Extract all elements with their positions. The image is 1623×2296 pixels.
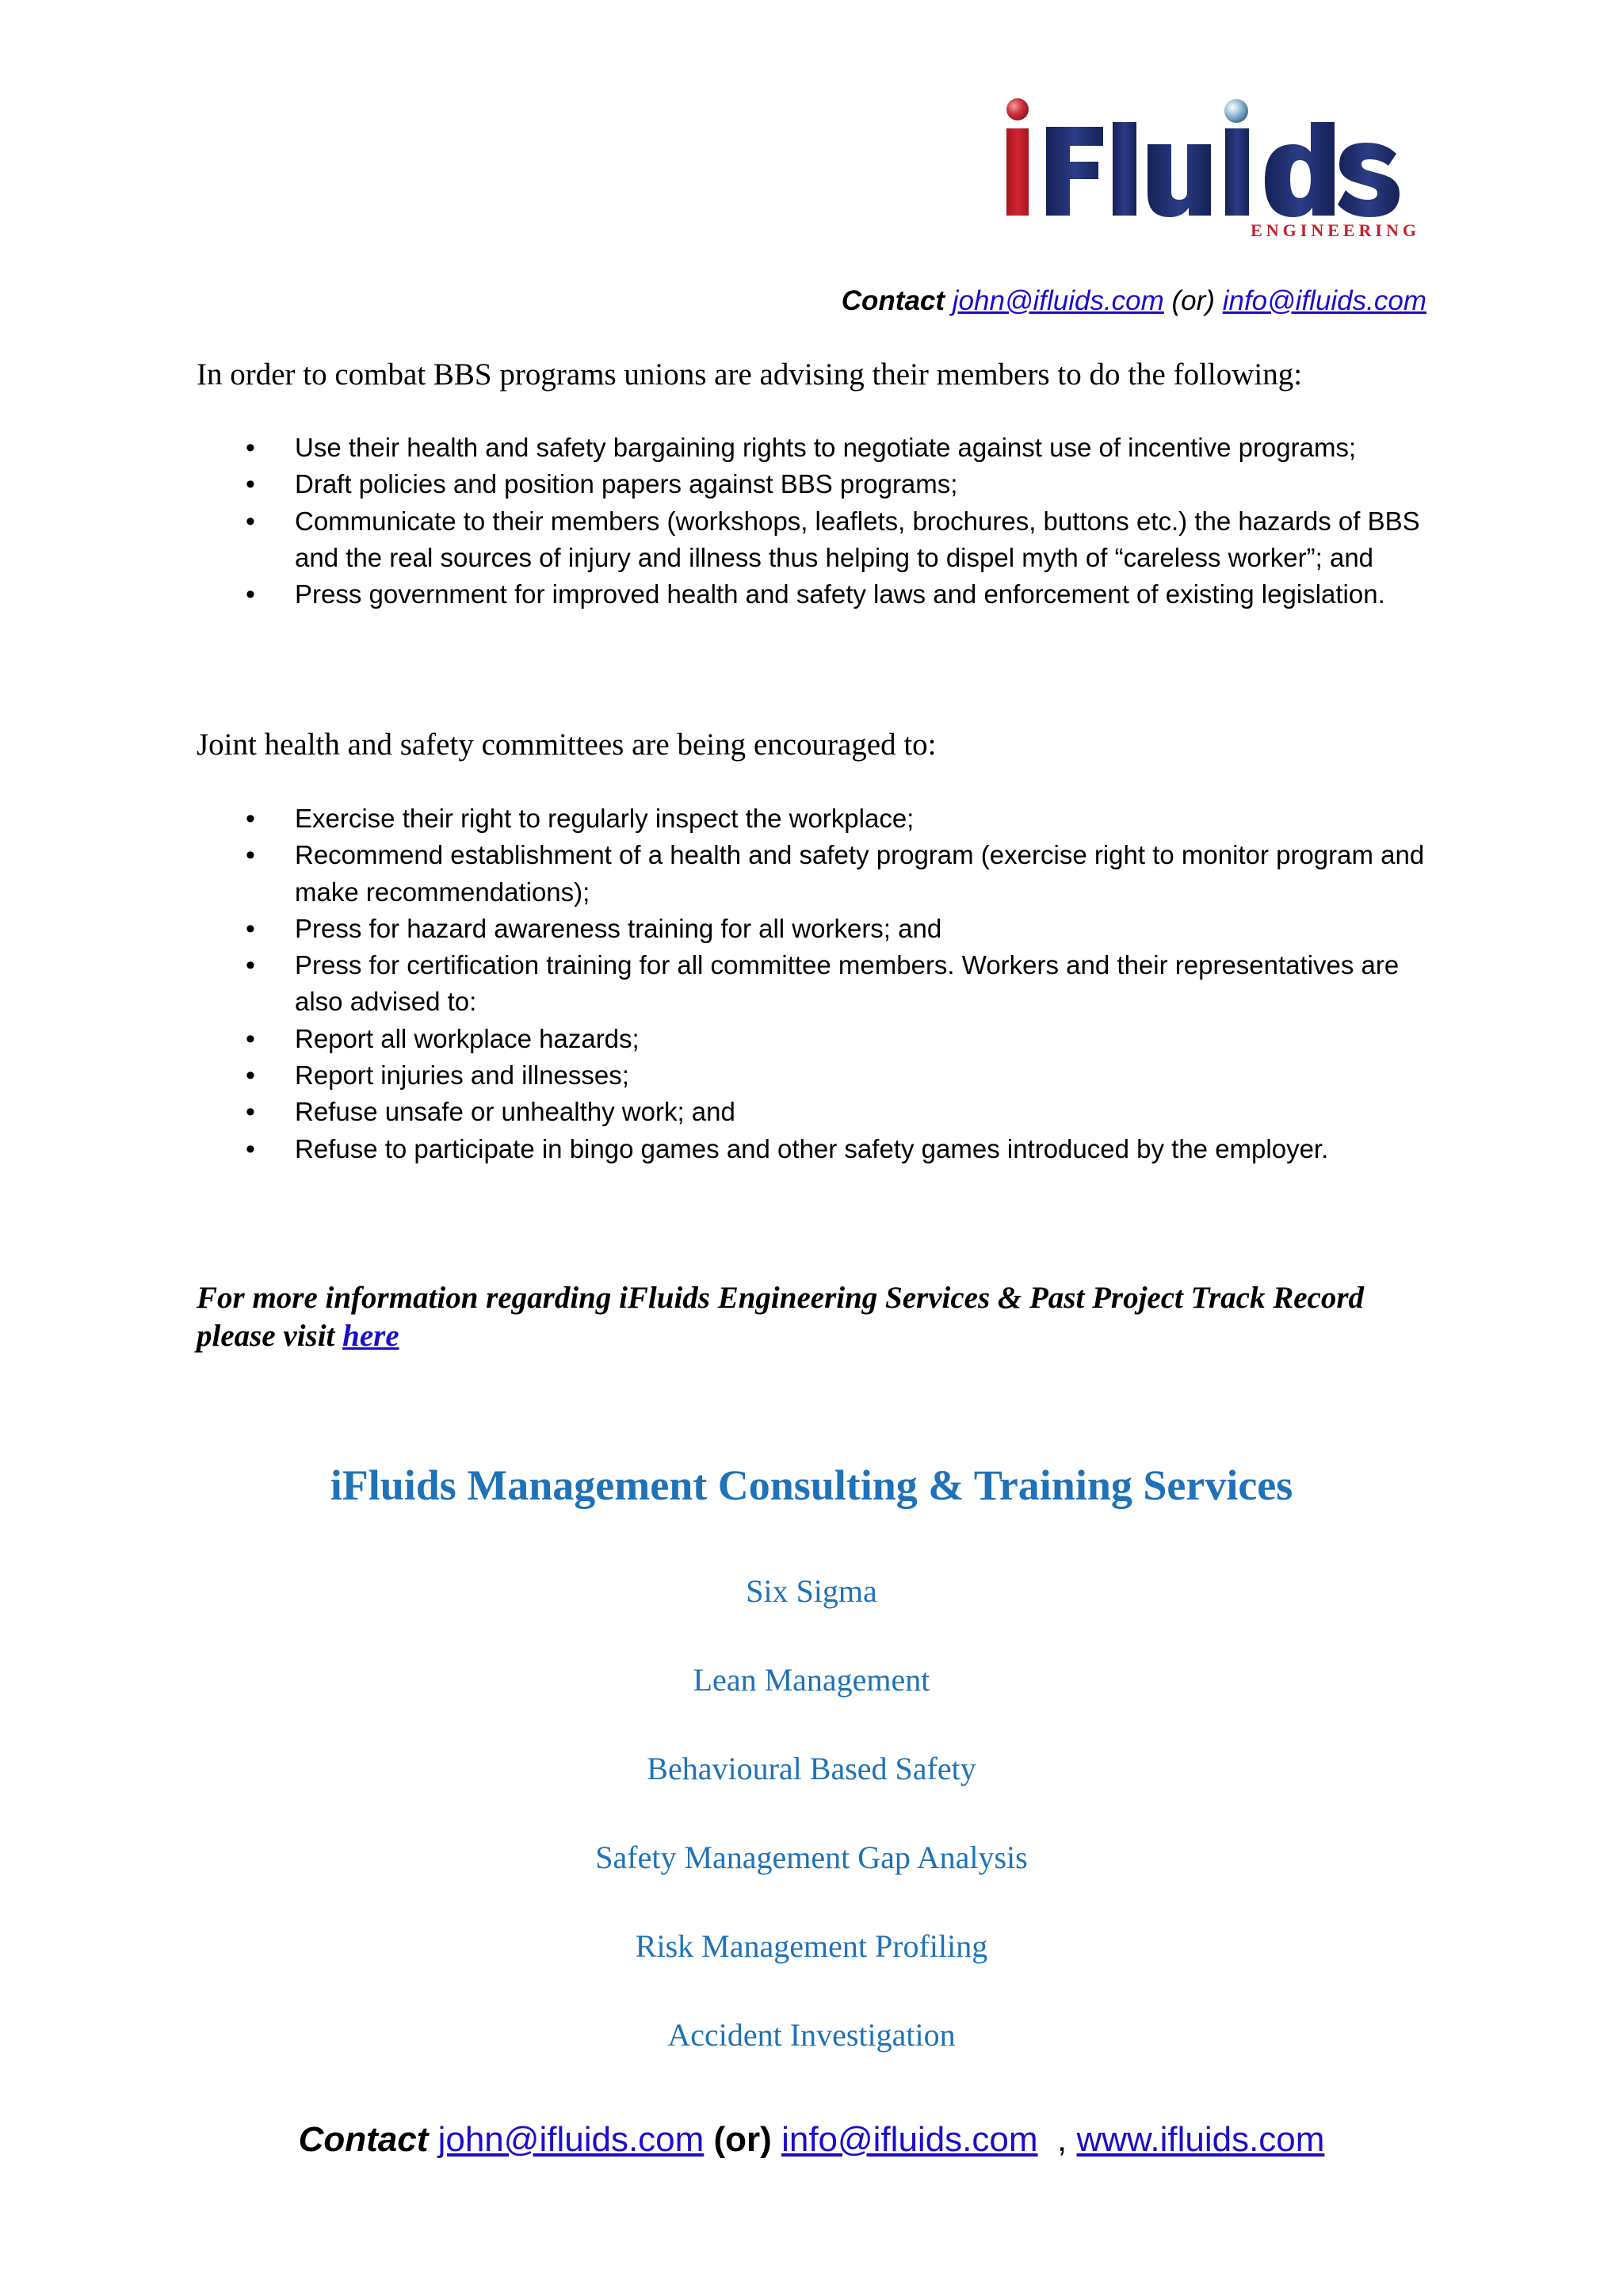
service-item: Six Sigma <box>746 1573 877 1609</box>
contact-line-bottom <box>0 2116 1623 2164</box>
service-item: Risk Management Profiling <box>635 1928 988 1964</box>
list-item: • Refuse to participate in bingo games and other safety games introduced by the employer. <box>197 1131 1449 1167</box>
section1-intro: In order to combat BBS programs unions are advising their members to do the following: <box>197 357 1303 392</box>
service-item: Safety Management Gap Analysis <box>595 1839 1028 1875</box>
list-item: • Exercise their right to regularly inspect the workplace; <box>197 800 1449 837</box>
contact-label: Contact <box>841 285 945 316</box>
ifluids-logo <box>1000 95 1428 246</box>
list-item: • Refuse unsafe or unhealthy work; and <box>197 1094 1449 1130</box>
list-item: • Communicate to their members (workshops, leaflets, brochures, buttons etc.) the hazards of BBS and the real sources of injury and illness thus helping to dispel myth of “careless worker”; and <box>197 503 1449 577</box>
service-item: Behavioural Based Safety <box>647 1751 976 1786</box>
email-link-info[interactable]: info@ifluids.com <box>1222 285 1426 316</box>
service-item: Lean Management <box>693 1662 930 1698</box>
service-item: Accident Investigation <box>667 2017 956 2053</box>
contact-separator: (or) <box>713 2120 772 2159</box>
services-title: iFluids Management Consulting & Training Services <box>330 1461 1293 1509</box>
contact-separator: (or) <box>1171 285 1215 316</box>
list-item: • Report all workplace hazards; <box>197 1021 1449 1057</box>
list-item: • Press for certification training for all committee members. Workers and their representatives are also advised to: <box>197 947 1449 1021</box>
list-item: • Press government for improved health and safety laws and enforcement of existing legislation. <box>197 576 1449 613</box>
logo-subtitle: ENGINEERING <box>1251 220 1420 240</box>
list-item: • Recommend establishment of a health and safety program (exercise right to monitor program and make recommendations); <box>197 837 1449 911</box>
website-link[interactable]: www.ifluids.com <box>1076 2120 1325 2159</box>
contact-comma: , <box>1056 2120 1067 2159</box>
contact-line-top <box>842 282 1426 320</box>
more-info-link[interactable]: here <box>342 1319 399 1353</box>
list-item: • Use their health and safety bargaining rights to negotiate against use of incentive programs; <box>197 430 1449 466</box>
section2-list <box>197 800 1449 1167</box>
more-info-text <box>197 1279 1425 1355</box>
section2-intro: Joint health and safety committees are being encouraged to: <box>197 728 937 762</box>
email-link-info[interactable]: info@ifluids.com <box>781 2120 1038 2159</box>
list-item: • Report injuries and illnesses; <box>197 1057 1449 1094</box>
list-item: • Draft policies and position papers against BBS programs; <box>197 466 1449 502</box>
list-item: • Press for hazard awareness training for all workers; and <box>197 911 1449 947</box>
section1-list <box>197 430 1449 613</box>
more-info-sentence: For more information regarding iFluids Engineering Services & Past Project Track Record please visit <box>197 1281 1365 1353</box>
email-link-john[interactable]: john@ifluids.com <box>437 2120 705 2159</box>
contact-label: Contact <box>298 2120 429 2159</box>
email-link-john[interactable]: john@ifluids.com <box>952 285 1164 316</box>
